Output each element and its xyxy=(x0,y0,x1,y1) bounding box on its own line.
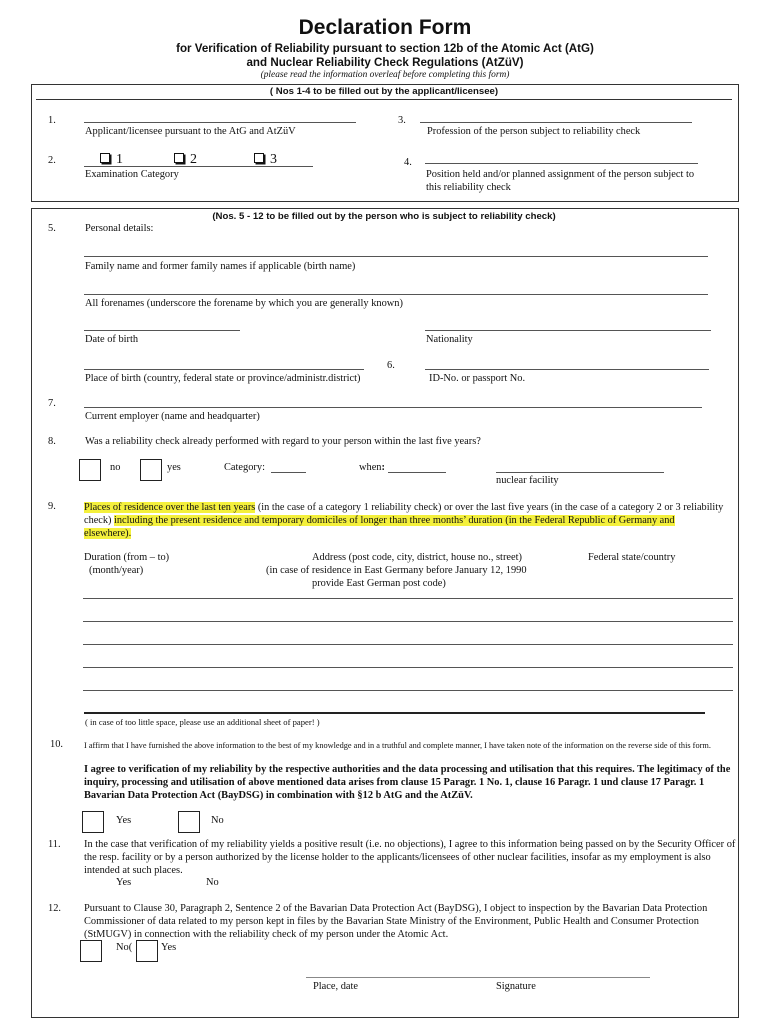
residence-row-line[interactable] xyxy=(83,667,733,668)
nationality-field[interactable] xyxy=(425,330,711,331)
previous-when-label xyxy=(359,462,385,475)
objection-no-label: No( xyxy=(116,942,133,953)
profession-field[interactable] xyxy=(420,122,692,123)
section-a-frame xyxy=(31,84,739,202)
signature-label: Signature xyxy=(496,981,536,992)
share-result-no-label: No xyxy=(206,877,219,888)
item-number-1: 1. xyxy=(48,115,56,126)
form-subtitle-2: and Nuclear Reliability Check Regulations (AtZüV) xyxy=(246,56,524,69)
column-duration-1: Duration (from – to) xyxy=(84,552,170,563)
employer-field[interactable] xyxy=(84,407,702,408)
previous-check-yes-label: yes xyxy=(167,462,181,473)
checkbox-icon xyxy=(100,153,110,163)
personal-details-label: Personal details: xyxy=(85,223,154,234)
nationality-label: Nationality xyxy=(426,334,473,345)
question-11-text: In the case that verification of my reliability yields a positive result (i.e. no objections), I agree to this information being passed on by the Security Officer of the resp. facility or by a person authorized by the license holder to the applicants/licensees of other nuclear facilities, insofar as my employment is also intended at such places. xyxy=(84,839,736,876)
item-number-2: 2. xyxy=(48,155,56,166)
column-state: Federal state/country xyxy=(588,552,676,563)
form-title: Declaration Form xyxy=(298,16,472,39)
family-name-label: Family name and former family names if applicable (birth name) xyxy=(85,261,356,272)
affirmation-text: I affirm that I have furnished the above information to the best of my knowledge and in a truthful and complete manner, I have taken note of the information on the reverse side of this form. xyxy=(84,741,711,750)
objection-yes-label: Yes xyxy=(161,942,177,953)
checkbox-icon xyxy=(254,153,264,163)
date-of-birth-field[interactable] xyxy=(84,330,240,331)
previous-check-no-label: no xyxy=(110,462,121,473)
id-number-label: ID-No. or passport No. xyxy=(429,373,526,384)
residence-row-line[interactable] xyxy=(83,621,733,622)
checkbox-icon xyxy=(174,153,184,163)
category-3-label: 3 xyxy=(270,152,277,167)
objection-yes-checkbox[interactable] xyxy=(136,940,158,962)
question-8-text: Was a reliability check already performed with regard to your person within the last five years? xyxy=(85,436,481,447)
column-address-1: Address (post code, city, district, house no., street) xyxy=(312,552,522,563)
item-number-7: 7. xyxy=(48,398,56,409)
objection-no-checkbox[interactable] xyxy=(80,940,102,962)
category-2-label: 2 xyxy=(190,152,197,167)
forenames-label: All forenames (underscore the forename by which you are generally known) xyxy=(85,298,403,309)
previous-check-yes-checkbox[interactable] xyxy=(140,459,162,481)
consent-no-label: No xyxy=(211,815,224,826)
consent-text: I agree to verification of my reliability by the respective authorities and the data processing and utilisation that this requires. The legitimacy of the inquiry, processing and utilisation of above mentioned data arises from clause 15 Paragr. 1 No. 1, clause 16 Paragr. 1 und clause 17 Paragr. 1 Bavarian Data Protection Act (BayDSG) in combination with §12 b AtG and the AtZüV. xyxy=(84,764,731,801)
column-address-3: provide East German post code) xyxy=(312,578,446,589)
previous-when-field[interactable] xyxy=(388,472,446,473)
residence-row-line[interactable] xyxy=(83,644,733,645)
place-of-birth-field[interactable] xyxy=(84,369,364,370)
nuclear-facility-field[interactable] xyxy=(496,472,664,473)
question-9-middle: (in the case of a category 1 reliability check) or over the last five years (in the case of a category 2 or 3 reliability check) xyxy=(84,502,724,526)
place-date-signature-field[interactable] xyxy=(306,977,650,978)
place-of-birth-label: Place of birth (country, federal state or province/administr.district) xyxy=(85,373,361,384)
when-text: when xyxy=(359,462,382,473)
item-number-11: 11. xyxy=(48,839,61,850)
form-note: (please read the information overleaf before completing this form) xyxy=(260,70,510,80)
category-underline xyxy=(84,166,313,167)
item-number-12: 12. xyxy=(48,903,61,914)
section-a-heading: ( Nos 1-4 to be filled out by the applicant/licensee) xyxy=(269,86,499,97)
form-subtitle-1: for Verification of Reliability pursuant to section 12b of the Atomic Act (AtG) xyxy=(176,42,594,55)
consent-yes-label: Yes xyxy=(116,815,132,826)
item-number-6: 6. xyxy=(387,360,395,371)
column-duration-2: (month/year) xyxy=(89,565,144,576)
consent-yes-checkbox[interactable] xyxy=(82,811,104,833)
residence-row-line[interactable] xyxy=(83,598,733,599)
space-note: ( in case of too little space, please use an additional sheet of paper! ) xyxy=(85,717,320,727)
position-field[interactable] xyxy=(425,163,698,164)
place-date-label: Place, date xyxy=(313,981,359,992)
question-9-text xyxy=(84,501,724,540)
forenames-field[interactable] xyxy=(84,294,708,295)
applicant-field[interactable] xyxy=(84,122,356,123)
section-b-heading: (Nos. 5 - 12 to be filled out by the person who is subject to reliability check) xyxy=(212,211,556,222)
item-number-10: 10. xyxy=(50,739,63,750)
item-number-5: 5. xyxy=(48,223,56,234)
date-of-birth-label: Date of birth xyxy=(85,334,139,345)
question-12-text: Pursuant to Clause 30, Paragraph 2, Sentence 2 of the Bavarian Data Protection Act (BayDSG), I object to inspection by the Bavarian Data Protection Commissioner of data related to my person kept in files by the Bavarian State Ministry of the Environment, Public Health and Consumer Protection (StMUGV) in connection with the reliability check of my person under the Atomic Act. xyxy=(84,903,708,940)
nuclear-facility-label: nuclear facility xyxy=(496,475,559,486)
residence-end-line xyxy=(84,712,705,714)
item-number-4: 4. xyxy=(404,157,412,168)
position-label-line2: this reliability check xyxy=(426,182,511,193)
item-number-3: 3. xyxy=(398,115,406,126)
column-address-2: (in case of residence in East Germany before January 12, 1990 xyxy=(266,565,527,576)
residence-row-line[interactable] xyxy=(83,690,733,691)
previous-category-field[interactable] xyxy=(271,472,306,473)
item-number-8: 8. xyxy=(48,436,56,447)
category-label: Examination Category xyxy=(85,169,179,180)
when-colon: : xyxy=(381,462,385,473)
position-label-line1: Position held and/or planned assignment of the person subject to xyxy=(426,169,695,180)
consent-no-checkbox[interactable] xyxy=(178,811,200,833)
previous-category-label: Category: xyxy=(224,462,265,473)
question-9-highlight-2: including the present residence and temporary domiciles of longer than three months’ duration (in the Federal Republic of Germany and elsewhere). xyxy=(84,515,675,539)
id-number-field[interactable] xyxy=(425,369,709,370)
previous-check-no-checkbox[interactable] xyxy=(79,459,101,481)
profession-label: Profession of the person subject to reliability check xyxy=(427,126,641,137)
question-9-highlight-1: Places of residence over the last ten years xyxy=(84,502,256,513)
share-result-yes-label: Yes xyxy=(116,877,132,888)
applicant-label: Applicant/licensee pursuant to the AtG and AtZüV xyxy=(85,126,296,137)
category-1-label: 1 xyxy=(116,152,123,167)
item-number-9: 9. xyxy=(48,501,56,512)
employer-label: Current employer (name and headquarter) xyxy=(85,411,260,422)
family-name-field[interactable] xyxy=(84,256,708,257)
